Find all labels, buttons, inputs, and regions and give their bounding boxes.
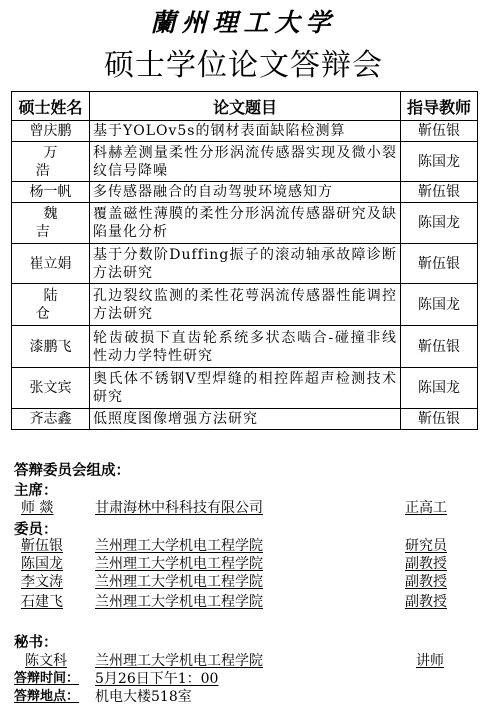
table-row (12, 182, 478, 203)
thesis-title: 基于YOLOv5s的钢材表面缺陷检测算 (90, 121, 401, 142)
chair-row (11, 499, 477, 517)
table-row (12, 121, 478, 142)
student-name: 漆鹏飞 (12, 326, 90, 368)
secretary-row (11, 652, 477, 670)
thesis-title: 多传感器融合的自动驾驶环境感知方 (90, 182, 401, 203)
defense-time-value: 5月26日下午1：00 (95, 671, 219, 687)
member-row (11, 555, 477, 573)
student-name: 陆仓 (12, 284, 90, 326)
advisor-name: 陈国龙 (401, 203, 478, 244)
table-row (12, 368, 478, 409)
university-logo: 蘭州理工大学 (150, 8, 337, 37)
advisor-name: 靳伍银 (401, 182, 478, 203)
student-name: 张文宾 (12, 368, 90, 409)
chair-rank: 正高工 (405, 500, 447, 516)
chair-org: 甘肃海林中科科技有限公司 (95, 500, 263, 516)
secretary-name: 陈文科 (25, 653, 67, 669)
table-row (12, 326, 478, 368)
member-org: 兰州理工大学机电工程学院 (95, 594, 263, 610)
thesis-title: 奥氏体不锈钢V型焊缝的相控阵超声检测技术研究 (90, 368, 401, 409)
table-header-row (12, 92, 478, 121)
member-rank: 副教授 (405, 574, 447, 590)
member-org: 兰州理工大学机电工程学院 (95, 538, 263, 554)
member-rank: 副教授 (405, 594, 447, 610)
member-org: 兰州理工大学机电工程学院 (95, 574, 263, 590)
student-name: 万浩 (12, 142, 90, 182)
thesis-title: 孔边裂纹监测的柔性花萼涡流传感器性能调控方法研究 (90, 284, 401, 326)
secretary-label: 秘书： (14, 635, 58, 651)
committee-heading: 答辩委员会组成： (14, 463, 130, 479)
thesis-title: 基于分数阶Duffing振子的滚动轴承故障诊断方法研究 (90, 244, 401, 284)
thesis-table (11, 91, 478, 430)
advisor-name: 靳伍银 (401, 244, 478, 284)
column-header-student: 硕士姓名 (12, 92, 90, 121)
member-row (11, 573, 477, 591)
thesis-title: 科赫差测量柔性分形涡流传感器实现及微小裂纹信号降噪 (90, 142, 401, 182)
member-name: 石建飞 (21, 594, 63, 610)
members-label: 委员： (14, 522, 58, 538)
table-row (12, 203, 478, 244)
column-header-thesis-title: 论文题目 (90, 92, 401, 121)
column-header-advisor: 指导教师 (401, 92, 478, 121)
secretary-rank: 讲师 (416, 653, 444, 669)
student-name: 齐志鑫 (12, 409, 90, 430)
student-name: 曾庆鹏 (12, 121, 90, 142)
thesis-title: 轮齿破损下直齿轮系统多状态啮合-碰撞非线性动力学特性研究 (90, 326, 401, 368)
defense-place-value: 机电大楼518室 (95, 689, 192, 705)
defense-place-row (11, 688, 477, 706)
member-rank: 研究员 (405, 538, 447, 554)
advisor-name: 靳伍银 (401, 409, 478, 430)
member-name: 靳伍银 (21, 538, 63, 554)
student-name: 杨一帆 (12, 182, 90, 203)
thesis-title: 低照度图像增强方法研究 (90, 409, 401, 430)
defense-time-label: 答辩时间： (14, 671, 80, 686)
chair-label: 主席： (14, 483, 58, 499)
advisor-name: 陈国龙 (401, 142, 478, 182)
defense-time-row (11, 670, 477, 688)
student-name: 崔立娟 (12, 244, 90, 284)
member-org: 兰州理工大学机电工程学院 (95, 556, 263, 572)
secretary-org: 兰州理工大学机电工程学院 (95, 653, 263, 669)
table-row (12, 284, 478, 326)
table-row (12, 409, 478, 430)
page-title: 硕士学位论文答辩会 (104, 48, 383, 83)
member-row (11, 593, 477, 611)
member-name: 陈国龙 (21, 556, 63, 572)
table-row (12, 244, 478, 284)
member-rank: 副教授 (405, 556, 447, 572)
defense-place-label: 答辩地点： (14, 689, 80, 704)
table-row (12, 142, 478, 182)
member-row (11, 537, 477, 555)
advisor-name: 陈国龙 (401, 284, 478, 326)
thesis-title: 覆盖磁性薄膜的柔性分形涡流传感器研究及缺陷量化分析 (90, 203, 401, 244)
member-name: 李文涛 (21, 574, 63, 590)
student-name: 魏吉 (12, 203, 90, 244)
advisor-name: 靳伍银 (401, 326, 478, 368)
chair-name: 师 燚 (21, 500, 54, 516)
advisor-name: 靳伍银 (401, 121, 478, 142)
advisor-name: 陈国龙 (401, 368, 478, 409)
